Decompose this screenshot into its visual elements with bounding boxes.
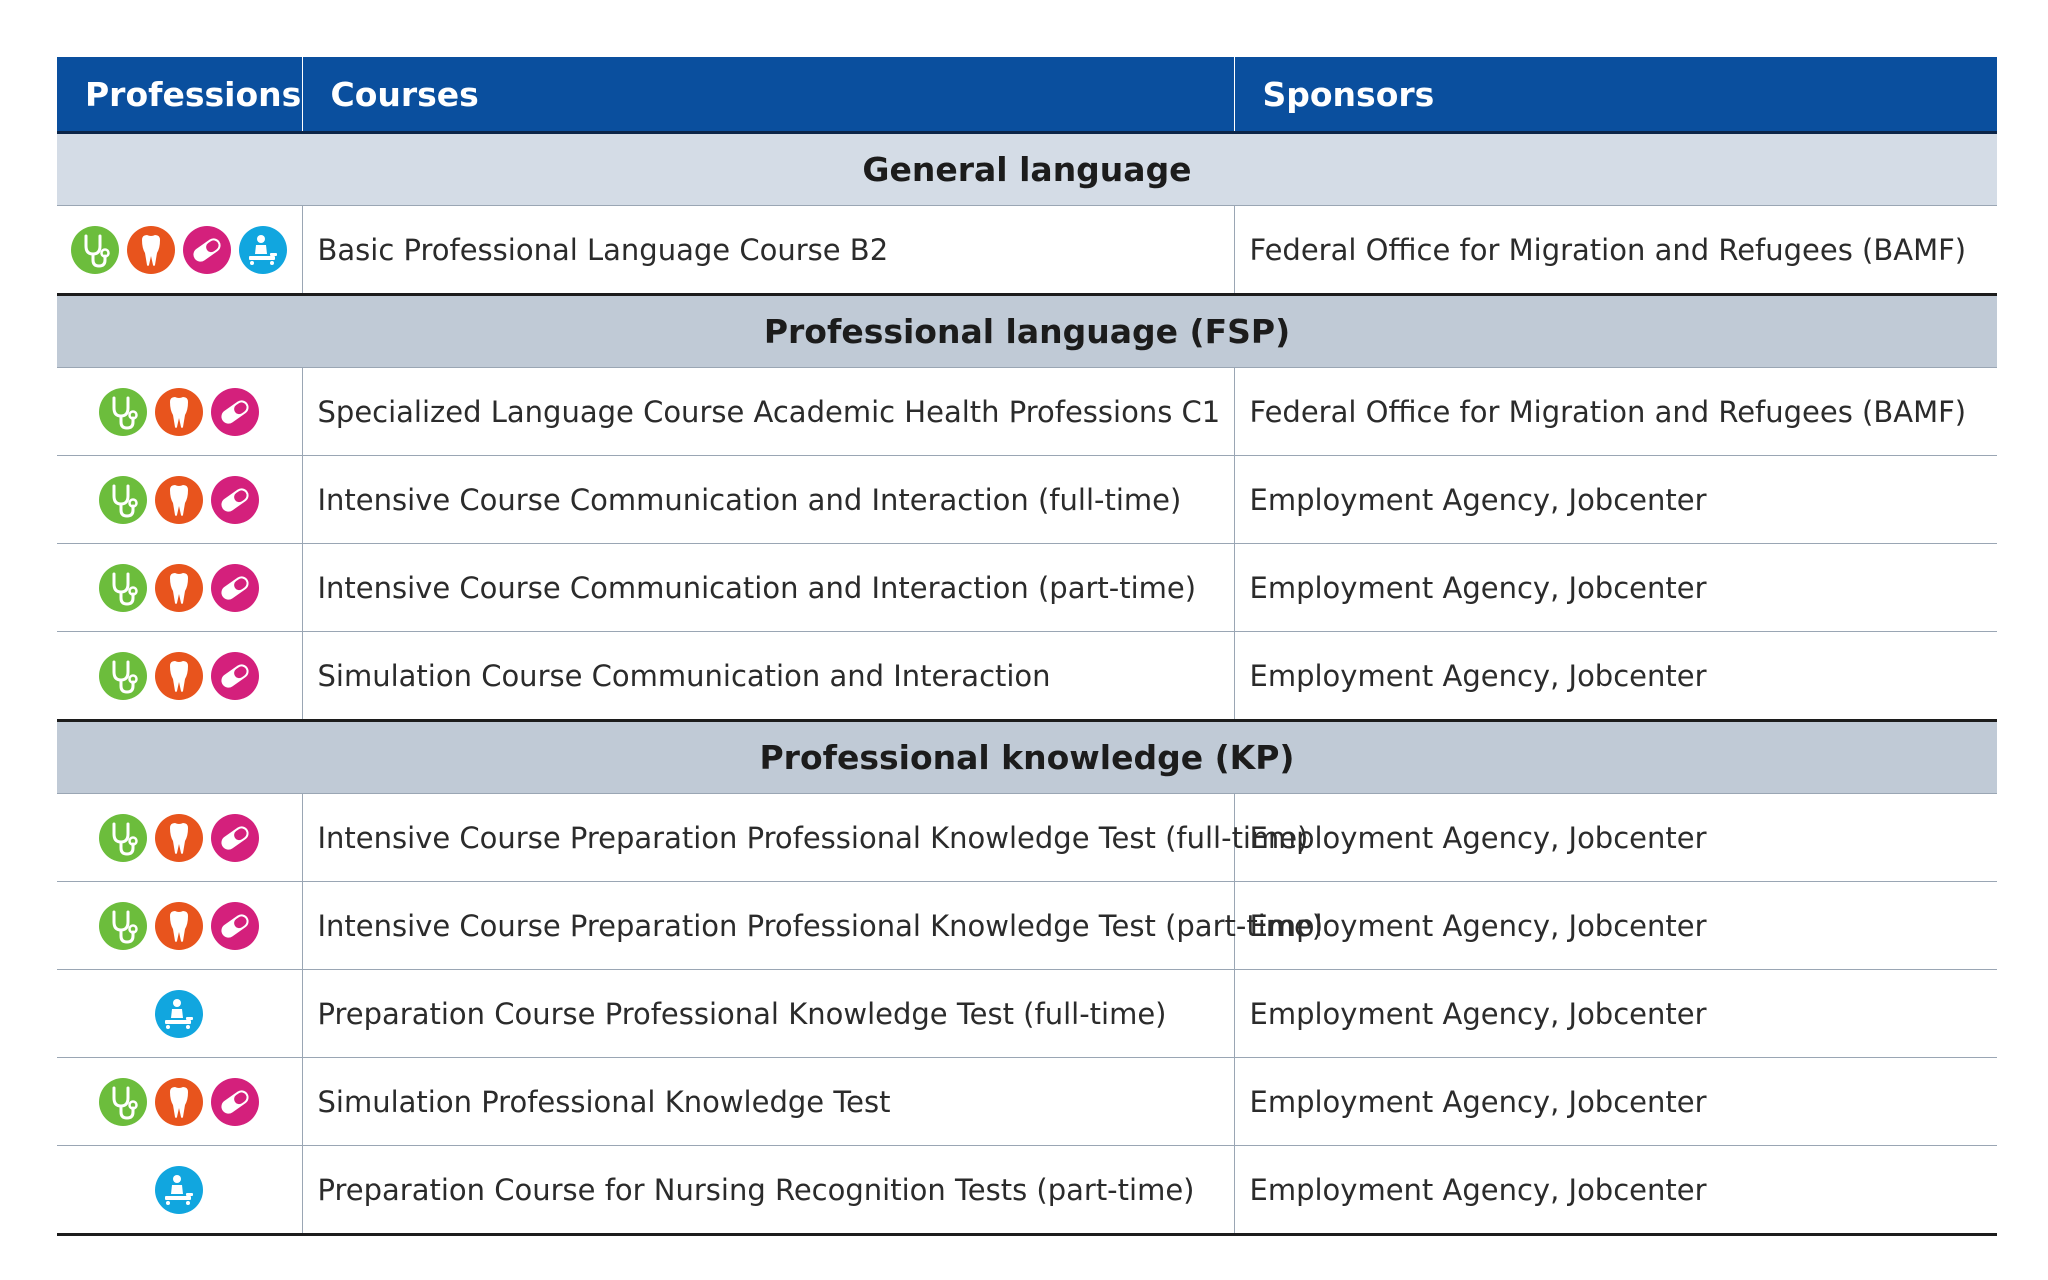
stethoscope-icon [99, 902, 147, 950]
tooth-icon [155, 476, 203, 524]
stethoscope-icon [99, 814, 147, 862]
stethoscope-icon [71, 226, 119, 274]
table-row [57, 1146, 1997, 1235]
professions-cell [57, 1146, 302, 1235]
professions-cell [57, 632, 302, 721]
nursing-icon [155, 990, 203, 1038]
table-row [57, 456, 1997, 544]
courses-table [57, 57, 1997, 1236]
sponsor-cell: Employment Agency, Jobcenter [1234, 970, 1997, 1058]
column-header-sponsors: Sponsors [1234, 57, 1997, 133]
professions-cell [57, 456, 302, 544]
pill-icon [211, 814, 259, 862]
pill-icon [183, 226, 231, 274]
pill-icon [211, 1078, 259, 1126]
table-header [57, 57, 1997, 133]
section-row [57, 295, 1997, 368]
nursing-icon [155, 1166, 203, 1214]
tooth-icon [155, 388, 203, 436]
section-title: Professional language (FSP) [57, 295, 1997, 368]
course-cell: Intensive Course Preparation Professional Knowledge Test (full-time) [302, 794, 1234, 882]
professions-cell [57, 970, 302, 1058]
sponsor-cell: Employment Agency, Jobcenter [1234, 632, 1997, 721]
pill-icon [211, 388, 259, 436]
section-title: General language [57, 133, 1997, 206]
table-row [57, 206, 1997, 295]
professions-cell [57, 544, 302, 632]
column-header-professions: Professions [57, 57, 302, 133]
pill-icon [211, 476, 259, 524]
sponsor-cell: Employment Agency, Jobcenter [1234, 1146, 1997, 1235]
course-cell: Specialized Language Course Academic Health Professions C1 [302, 368, 1234, 456]
pill-icon [211, 564, 259, 612]
nursing-icon [239, 226, 287, 274]
professions-cell [57, 1058, 302, 1146]
stethoscope-icon [99, 1078, 147, 1126]
course-cell: Intensive Course Preparation Professional Knowledge Test (part-time) [302, 882, 1234, 970]
stethoscope-icon [99, 652, 147, 700]
course-cell: Intensive Course Communication and Interaction (part-time) [302, 544, 1234, 632]
table-row [57, 882, 1997, 970]
sponsor-cell: Employment Agency, Jobcenter [1234, 794, 1997, 882]
courses-table-wrapper [57, 57, 1997, 1236]
course-cell: Preparation Course for Nursing Recognition Tests (part-time) [302, 1146, 1234, 1235]
section-row [57, 133, 1997, 206]
course-cell: Preparation Course Professional Knowledge Test (full-time) [302, 970, 1234, 1058]
stethoscope-icon [99, 564, 147, 612]
professions-cell [57, 794, 302, 882]
sponsor-cell: Employment Agency, Jobcenter [1234, 456, 1997, 544]
column-header-courses: Courses [302, 57, 1234, 133]
tooth-icon [155, 652, 203, 700]
pill-icon [211, 652, 259, 700]
tooth-icon [127, 226, 175, 274]
sponsor-cell: Federal Office for Migration and Refugees (BAMF) [1234, 206, 1997, 295]
sponsor-cell: Employment Agency, Jobcenter [1234, 1058, 1997, 1146]
sponsor-cell: Federal Office for Migration and Refugees (BAMF) [1234, 368, 1997, 456]
course-cell: Simulation Course Communication and Interaction [302, 632, 1234, 721]
section-row [57, 721, 1997, 794]
stethoscope-icon [99, 388, 147, 436]
pill-icon [211, 902, 259, 950]
tooth-icon [155, 902, 203, 950]
stethoscope-icon [99, 476, 147, 524]
professions-cell [57, 882, 302, 970]
tooth-icon [155, 1078, 203, 1126]
professions-cell [57, 206, 302, 295]
tooth-icon [155, 564, 203, 612]
table-row [57, 1058, 1997, 1146]
course-cell: Basic Professional Language Course B2 [302, 206, 1234, 295]
professions-cell [57, 368, 302, 456]
section-title: Professional knowledge (KP) [57, 721, 1997, 794]
table-row [57, 368, 1997, 456]
table-row [57, 970, 1997, 1058]
table-row [57, 632, 1997, 721]
tooth-icon [155, 814, 203, 862]
table-body [57, 133, 1997, 1235]
table-row [57, 544, 1997, 632]
sponsor-cell: Employment Agency, Jobcenter [1234, 544, 1997, 632]
sponsor-cell: Employment Agency, Jobcenter [1234, 882, 1997, 970]
course-cell: Intensive Course Communication and Interaction (full-time) [302, 456, 1234, 544]
course-cell: Simulation Professional Knowledge Test [302, 1058, 1234, 1146]
table-row [57, 794, 1997, 882]
